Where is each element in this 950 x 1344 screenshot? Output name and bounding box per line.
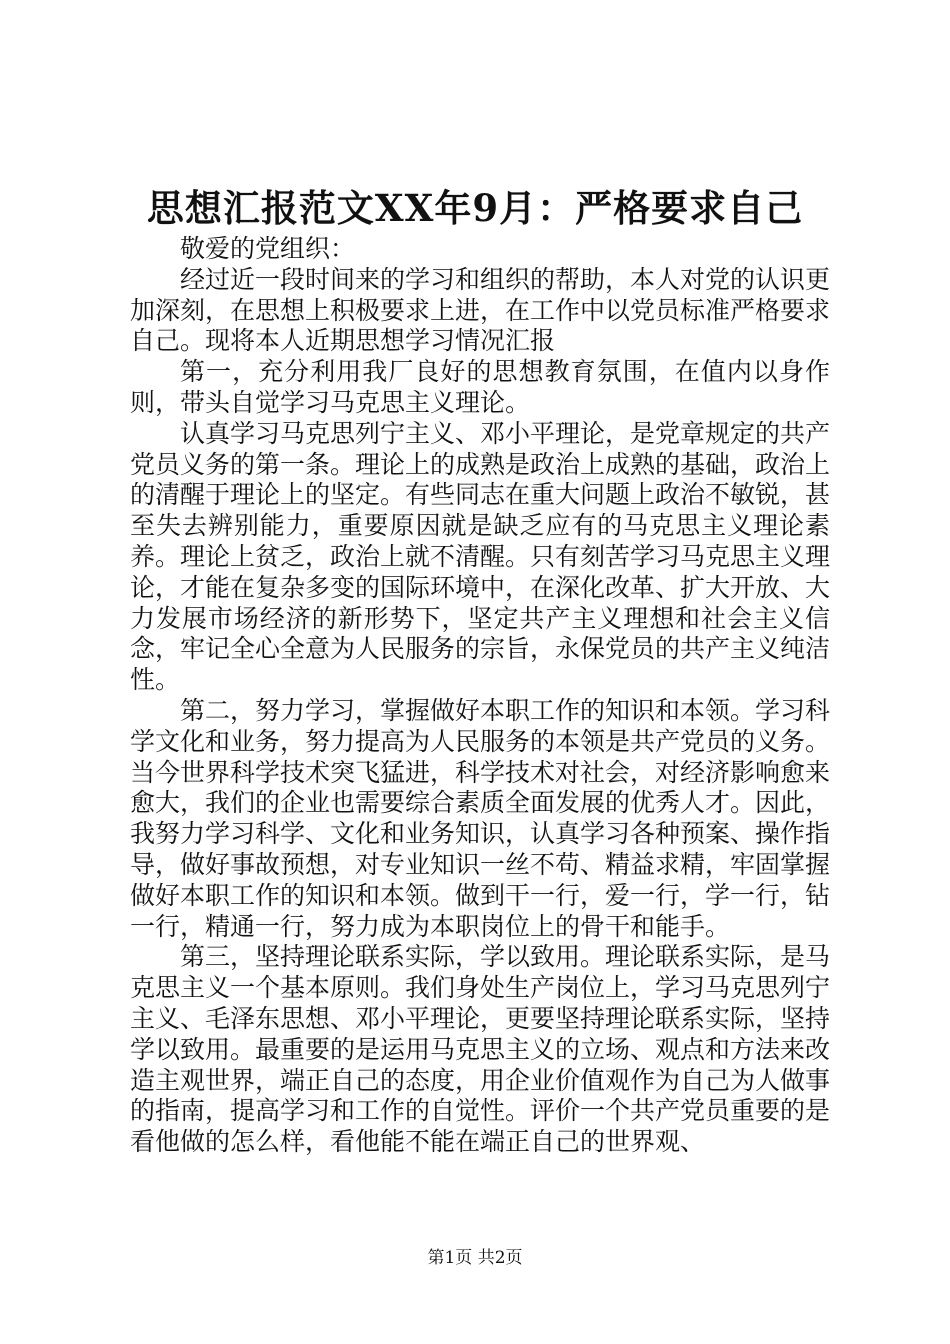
document-title: 思想汇报范文XX年9月：严格要求自己	[146, 186, 804, 230]
document-body	[130, 234, 830, 1158]
paragraph-point-two: 第二，努力学习，掌握做好本职工作的知识和本领。学习科学文化和业务，努力提高为人民服务的本领是共产党员的义务。当今世界科学技术突飞猛进，科学技术对社会，对经济影响愈来愈大，我们的企业也需要综合素质全面发展的优秀人才。因此，我努力学习科学、文化和业务知识，认真学习各种预案、操作指导，做好事故预想，对专业知识一丝不苟、精益求精，牢固掌握做好本职工作的知识和本领。做到干一行，爱一行，学一行，钻一行，精通一行，努力成为本职岗位上的骨干和能手。	[130, 695, 831, 941]
paragraph-theory-study: 认真学习马克思列宁主义、邓小平理论，是党章规定的共产党员义务的第一条。理论上的成熟是政治上成熟的基础，政治上的清醒于理论上的坚定。有些同志在重大问题上政治不敏锐，甚至失去辨别能力，重要原因就是缺乏应有的马克思主义理论素养。理论上贫乏，政治上就不清醒。只有刻苦学习马克思主义理论，才能在复杂多变的国际环境中，在深化改革、扩大开放、大力发展市场经济的新形势下，坚定共产主义理想和社会主义信念，牢记全心全意为人民服务的宗旨，永保党员的共产主义纯洁性。	[130, 418, 831, 695]
paragraph-point-three: 第三，坚持理论联系实际，学以致用。理论联系实际，是马克思主义一个基本原则。我们身处生产岗位上，学习马克思列宁主义、毛泽东思想、邓小平理论，更要坚持理论联系实际，坚持学以致用。最重要的是运用马克思主义的立场、观点和方法来改造主观世界，端正自己的态度，用企业价值观作为自己为人做事的指南，提高学习和工作的自觉性。评价一个共产党员重要的是看他做的怎么样，看他能不能在端正自己的世界观、	[130, 942, 831, 1157]
page-indicator: 第1页 共2页	[427, 1248, 523, 1268]
paragraph-point-one: 第一，充分利用我厂良好的思想教育氛围，在值内以身作则，带头自觉学习马克思主义理论。	[130, 357, 830, 417]
salutation: 敬爱的党组织：	[180, 234, 356, 263]
page-footer	[0, 1246, 950, 1270]
paragraph-intro: 经过近一段时间来的学习和组织的帮助，本人对党的认识更加深刻，在思想上积极要求上进，在工作中以党员标准严格要求自己。现将本人近期思想学习情况汇报	[130, 264, 831, 356]
